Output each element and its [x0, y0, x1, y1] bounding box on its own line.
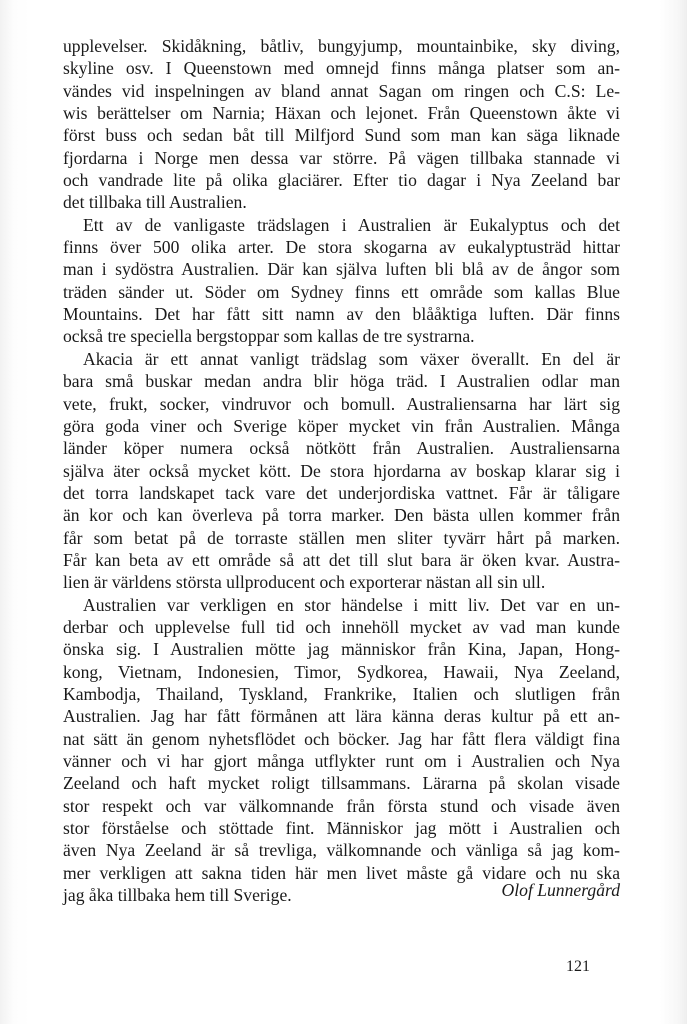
text-line: Australien. Jag har fått förmånen att lära känna deras kultur på ett an- [63, 706, 620, 727]
text-line: vändes vid inspelningen av bland annat Sagan om ringen och C.S: Le- [63, 80, 620, 101]
text-line: wis berättelser om Narnia; Häxan och lejonet. Från Queenstown åkte vi [63, 103, 620, 124]
text-line: än kor och kan överleva på torra marker. Den bästa ullen kommer från [63, 505, 620, 526]
text-line: Mountains. Det har fått sitt namn av den blååktiga luften. Där finns [63, 304, 620, 325]
text-line: vänner och vi har gjort många utflykter runt om i Australien och Nya [63, 751, 620, 771]
text-line: stor respekt och var välkomnande från första stund och visade även [63, 795, 620, 816]
text-line: Får kan beta av ett område så att det till slut bara är öken kvar. Austra- [63, 549, 620, 570]
text-line: kong, Vietnam, Indonesien, Timor, Sydkorea, Hawaii, Nya Zeeland, [63, 661, 620, 682]
text-line: önska sig. I Australien mötte jag människor från Kina, Japan, Hong- [63, 639, 620, 660]
text-line: träden sänder ut. Söder om Sydney finns ett område som kallas Blue [63, 281, 620, 302]
text-line: lien är världens största ullproducent och exporterar nästan all sin ull. [63, 572, 546, 593]
text-line: mer verkligen att sakna tiden här men livet måste gå vidare och nu ska [63, 862, 620, 883]
text-line: derbar och upplevelse full tid och innehöll mycket av vad man kunde [63, 616, 620, 637]
text-line: Kambodja, Thailand, Tyskland, Frankrike, Italien och slutligen från [63, 683, 620, 704]
text-line: och vandrade lite på olika glaciärer. Efter tio dagar i Nya Zeeland bar [63, 170, 620, 191]
text-line: själva äter också mycket kött. De stora hjordarna av boskap klarar sig i [63, 460, 620, 481]
text-line: upplevelser. Skidåkning, båtliv, bungyjump, mountainbike, sky diving, [63, 36, 620, 56]
text-line: Akacia är ett annat vanligt trädslag som växer överallt. En del är [83, 348, 620, 369]
text-line: stor förståelse och stöttade fint. Människor jag mött i Australien och [63, 818, 620, 839]
text-line: länder köper numera också nötkött från Australien. Australiensarna [63, 438, 620, 459]
paragraph [63, 348, 620, 594]
text-line: Australien var verkligen en stor händelse i mitt liv. Det var en un- [83, 594, 620, 615]
author-signature: Olof Lunnergård [501, 880, 620, 900]
text-line: Zeeland och haft mycket roligt tillsammans. Lärarna på skolan visade [63, 773, 620, 794]
page-number: 121 [566, 958, 590, 975]
text-line: först buss och sedan båt till Milfjord Sund som man kan säga liknade [63, 125, 620, 146]
text-line: skyline osv. I Queenstown med omnejd finns många platser som an- [63, 58, 620, 79]
text-line: Ett av de vanligaste trädslagen i Australien är Eukalyptus och det [83, 214, 620, 235]
text-line: bara små buskar medan andra blir höga träd. I Australien odlar man [63, 371, 620, 392]
text-line: det tillbaka till Australien. [63, 192, 247, 213]
paragraph [63, 214, 620, 348]
text-line: göra goda viner och Sverige köper mycket vin från Australien. Många [63, 415, 620, 436]
text-line: det torra landskapet tack vare det underjordiska vattnet. Får är tåligare [63, 482, 620, 503]
text-line: nat sätt än genom nyhetsflödet och böcker. Jag har fått flera väldigt fina [63, 728, 620, 749]
text-line: vete, frukt, socker, vindruvor och bomull. Australiensarna har lärt sig [63, 393, 620, 414]
paragraph [63, 594, 620, 907]
text-line: även Nya Zeeland är så trevliga, välkomnande och vänliga så jag kom- [63, 840, 620, 861]
text-line: finns över 500 olika arter. De stora skogarna av eukalyptusträd hittar [63, 237, 620, 258]
text-line: också tre speciella bergstoppar som kallas de tre systrarna. [63, 326, 475, 347]
text-line: får som betat på de torraste ställen men sliter tyvärr hårt på marken. [63, 527, 620, 548]
body-text [63, 35, 620, 906]
text-line: jag åka tillbaka hem till Sverige. [63, 885, 292, 906]
paragraph [63, 35, 620, 214]
text-line: fjordarna i Norge men dessa var större. På vägen tillbaka stannade vi [63, 147, 620, 168]
text-line: man i sydöstra Australien. Där kan själva luften bli blå av de ångor som [63, 259, 620, 280]
